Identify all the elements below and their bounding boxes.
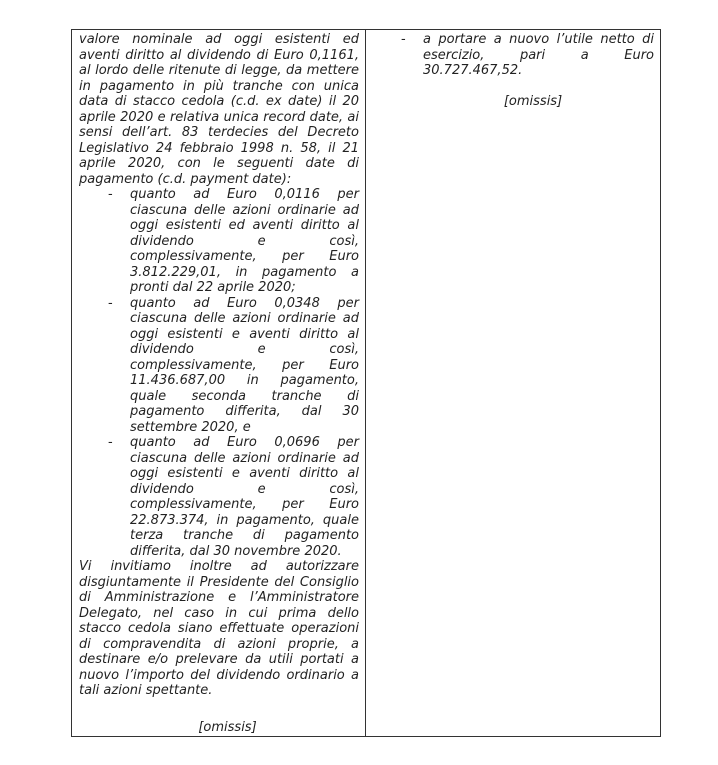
omissis-marker-right: [omissis] — [503, 93, 563, 109]
list-item — [79, 296, 359, 436]
intro-paragraph: valore nominale ad oggi esistenti ed aventi diritto al dividendo di Euro 0,1161, al lordo delle ritenute di legge, da mettere in pagamento in più tranche con unica data di stacco cedola (c.d. ex date) il 20 aprile 2020 e relativa unica record date, ai sensi dell’art. 83 terdecies del Decreto Legislativo 24 febbraio 1998 n. 58, il 21 aprile 2020, con le seguenti date di pagamento (c.d. payment date): — [79, 32, 359, 187]
comparison-table — [71, 29, 661, 737]
profit-allocation-list — [370, 32, 654, 79]
dash-marker: - — [108, 187, 113, 202]
payment-tranches-list — [79, 187, 359, 559]
dash-marker: - — [401, 32, 406, 47]
list-item-text: a portare a nuovo l’utile netto di esercizio, pari a Euro 30.727.467,52. — [423, 32, 654, 78]
list-item — [79, 187, 359, 296]
dash-marker: - — [108, 435, 113, 450]
closing-paragraph: Vi invitiamo inoltre ad autorizzare disgiuntamente il Presidente del Consiglio di Amministrazione e l’Amministratore Delegato, nel caso in cui prima dello stacco cedola siano effettuate operazioni di compravendita di azioni proprie, a destinare e/o prelevare da utili portati a nuovo l’importo del dividendo ordinario a tali azioni spettante. — [79, 559, 359, 698]
omissis-marker-left: [omissis] — [198, 720, 257, 735]
list-item — [79, 435, 359, 559]
list-item-text: quanto ad Euro 0,0348 per ciascuna delle azioni ordinarie ad oggi esistenti e aventi diritto al dividendo e così, complessivamente, per Euro 11.436.687,00 in pagamento, quale seconda tranche di pagamento differita, dal 30 settembre 2020, e — [130, 295, 359, 435]
left-column — [72, 30, 366, 736]
right-column — [366, 30, 660, 736]
list-item — [370, 32, 654, 79]
list-item-text: quanto ad Euro 0,0116 per ciascuna delle azioni ordinarie ad oggi esistenti ed aventi diritto al dividendo e così, complessivamente, per Euro 3.812.229,01, in pagamento a pronti dal 22 aprile 2020; — [130, 187, 359, 295]
list-item-text: quanto ad Euro 0,0696 per ciascuna delle azioni ordinarie ad oggi esistenti e aventi diritto al dividendo e così, complessivamente, per Euro 22.873.374, in pagamento, quale terza tranche di pagamento differita, dal 30 novembre 2020. — [130, 435, 359, 559]
dash-marker: - — [108, 295, 113, 311]
